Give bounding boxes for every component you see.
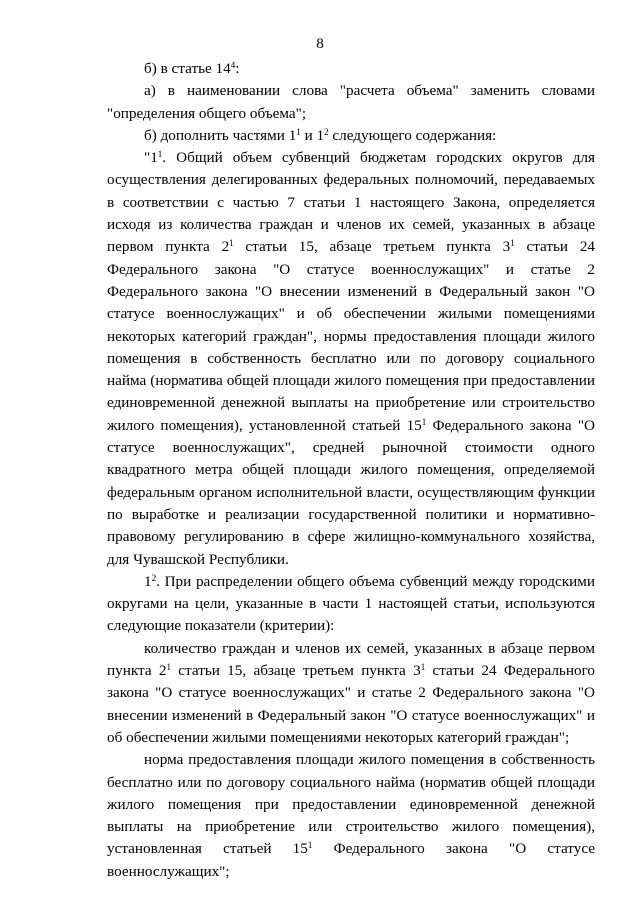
text: . Общий объем субвенций бюджетам городских округов для осуществления делегированных федеральных полномочий, передаваемых в соответствии с частью 7 статьи 1 настоящего Закона, определяется исходя из количества граждан и членов их семей, указанных в абзаце первом пункта 2 — [107, 149, 595, 256]
text: 1 — [144, 572, 152, 590]
text: а) в наименовании слова "расчета объема" заменить словами "определения общего объема"; — [107, 82, 595, 122]
superscript: 1 — [510, 238, 515, 249]
paragraph-part-1-1 — [107, 147, 595, 571]
text: статьи 15, абзаце третьем пункта 3 — [233, 238, 511, 256]
page-number: 8 — [316, 35, 324, 52]
paragraph-article-14-4 — [107, 58, 595, 80]
superscript: 2 — [324, 126, 329, 137]
text: норма предоставления площади жилого помещения в собственность бесплатно или по договору социального найма (норматив общей площади жилого помещения при предоставлении единовременной денежной выплаты на приобретение или строительство жилого помещения), установленная статьей 15 — [107, 751, 595, 858]
text: Федерального закона "О статусе военнослужащих", средней рыночной стоимости одного квадратного метра общей площади жилого помещения, определяемой федеральным органом исполнительной власти, осуществляющим функции по выработке и реализации государственной политики и нормативно-правовому регулированию в сфере жилищно-коммунального хозяйства, для Чувашской Республики. — [107, 416, 595, 568]
superscript: 4 — [230, 60, 236, 71]
text: б) в статье 14 — [144, 60, 231, 77]
document-body — [107, 58, 595, 883]
paragraph-a — [107, 80, 595, 125]
superscript: 1 — [307, 840, 313, 851]
text: "1 — [144, 149, 158, 167]
superscript: 1 — [157, 149, 163, 160]
superscript: 1 — [420, 662, 426, 673]
paragraph-criterion-norm — [107, 749, 595, 883]
text: следующего содержания: — [328, 126, 497, 144]
text: количество граждан и членов их семей, указанных в абзаце первом пункта 2 — [107, 639, 595, 680]
text: Федерального закона "О статусе военнослужащих"; — [107, 840, 595, 880]
text: б) дополнить частями 1 — [144, 126, 297, 144]
superscript: 1 — [166, 662, 171, 673]
paragraph-part-1-2 — [107, 571, 595, 638]
paragraph-b — [107, 125, 595, 147]
superscript: 1 — [296, 126, 301, 137]
text: : — [235, 60, 240, 77]
superscript: 1 — [229, 238, 234, 249]
text: статьи 24 Федерального закона "О статусе военнослужащих" и статье 2 Федерального закона "О внесении изменений в Федеральный закон "О статусе военнослужащих" и об обеспечении жилыми помещениями некоторых категорий граждан", нормы предоставления площади жилого помещения в собственность бесплатно или по договору социального найма (норматива общей площади жилого помещения при предоставлении единовременной денежной выплаты на приобретение или строительство жилого помещения), установленной статьей 15 — [107, 238, 596, 434]
paragraph-criterion-count — [107, 638, 595, 749]
superscript: 1 — [421, 416, 427, 427]
text: и 1 — [300, 126, 325, 144]
text: статьи 15, абзаце третьем пункта 3 — [170, 662, 421, 680]
text: . При распределении общего объема субвенций между городскими округами на цели, указанные в части 1 настоящей статьи, используются следующие показатели (критерии): — [107, 572, 595, 635]
superscript: 2 — [151, 572, 157, 583]
text: статьи 24 Федерального закона "О статусе военнослужащих" и статье 2 Федерального закона "О внесении изменений в Федеральный закон "О статусе военнослужащих" и об обеспечении жилыми помещениями некоторых категорий граждан"; — [107, 662, 596, 746]
